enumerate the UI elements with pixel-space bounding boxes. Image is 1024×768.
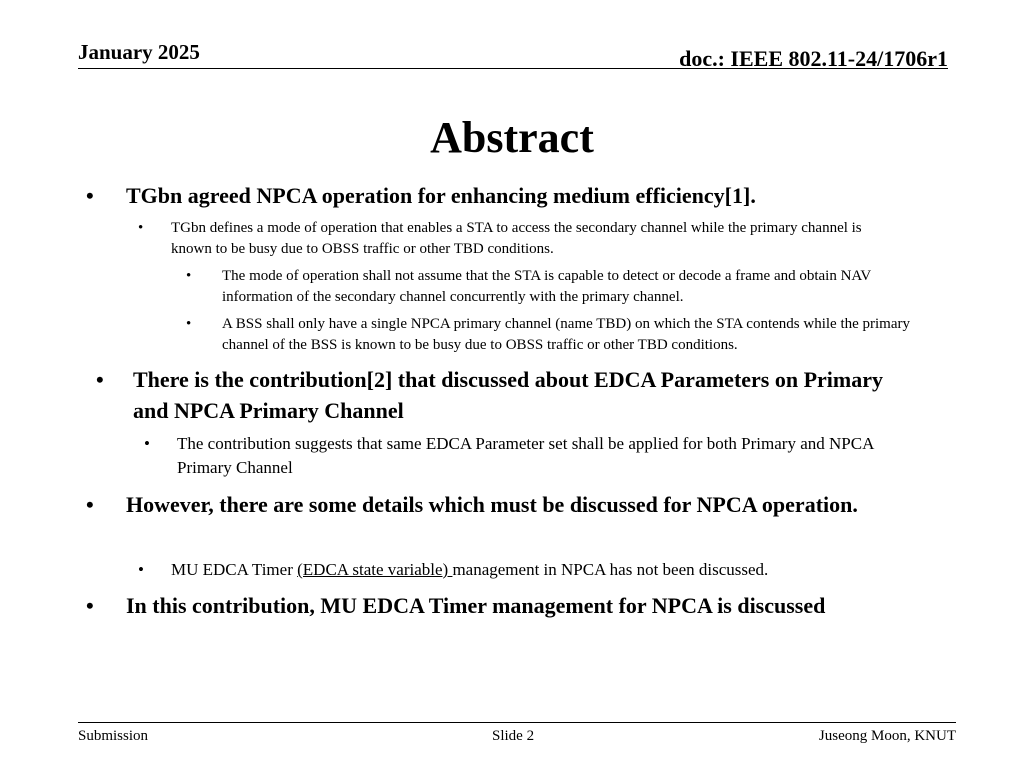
footer-slide-number: Slide 2 — [492, 728, 535, 744]
header-date: January 2025 — [78, 40, 200, 64]
bullet-2-text: There is the contribution[2] that discussed about EDCA Parameters on Primary and NPCA Primary Channel — [133, 367, 883, 423]
bullet-1-1-1-text: The mode of operation shall not assume that the STA is capable to detect or decode a frame and obtain NAV information of the secondary channel concurrently with the primary channel. — [222, 268, 871, 305]
bullet-1 — [86, 180, 906, 211]
bullet-3 — [86, 489, 886, 520]
bullet-3-1-text-pre: MU EDCA Timer — [171, 560, 298, 579]
bullet-marker: • — [86, 183, 94, 208]
bullet-1-1-2-text: A BSS shall only have a single NPCA primary channel (name TBD) on which the STA contends while the primary channel of the BSS is known to be busy due to OBSS traffic or other TBD conditions. — [222, 316, 911, 353]
header-divider — [78, 68, 948, 69]
footer-author: Juseong Moon, KNUT — [818, 728, 956, 744]
bullet-marker: • — [186, 268, 192, 284]
bullet-marker: • — [144, 434, 150, 453]
bullet-marker: • — [96, 367, 104, 392]
bullet-marker: • — [186, 316, 192, 332]
bullet-1-1-text: TGbn defines a mode of operation that enables a STA to access the secondary channel while the primary channel is known to be busy due to OBSS traffic or other TBD conditions. — [171, 220, 862, 257]
bullet-3-1-text-post: management in NPCA has not been discussed. — [452, 560, 769, 579]
bullet-marker: • — [86, 593, 94, 618]
bullet-2-1-text: The contribution suggests that same EDCA Parameter set shall be applied for both Primary and NPCA Primary Channel — [177, 434, 874, 477]
bullet-3-text: However, there are some details which must be discussed for NPCA operation. — [126, 492, 858, 517]
bullet-4 — [86, 590, 886, 621]
bullet-3-1-text — [171, 558, 938, 582]
header-doc-id: doc.: IEEE 802.11-24/1706r1 — [679, 46, 948, 71]
bullet-2 — [96, 364, 916, 426]
bullet-marker: • — [138, 560, 144, 579]
bullet-marker: • — [86, 492, 94, 517]
footer-submission: Submission — [78, 728, 149, 744]
slide-title: Abstract — [430, 113, 594, 162]
bullet-2-1 — [144, 432, 904, 480]
footer-divider — [78, 722, 956, 723]
bullet-3-1 — [138, 558, 938, 582]
bullet-1-1-2 — [186, 314, 936, 356]
bullet-1-1-1 — [186, 266, 936, 308]
bullet-4-text: In this contribution, MU EDCA Timer management for NPCA is discussed — [126, 593, 826, 618]
bullet-marker: • — [138, 220, 144, 236]
edca-state-variable-link[interactable]: (EDCA state variable) — [297, 560, 453, 579]
bullet-1-text: TGbn agreed NPCA operation for enhancing medium efficiency[1]. — [126, 183, 756, 208]
bullet-1-1 — [138, 218, 898, 260]
